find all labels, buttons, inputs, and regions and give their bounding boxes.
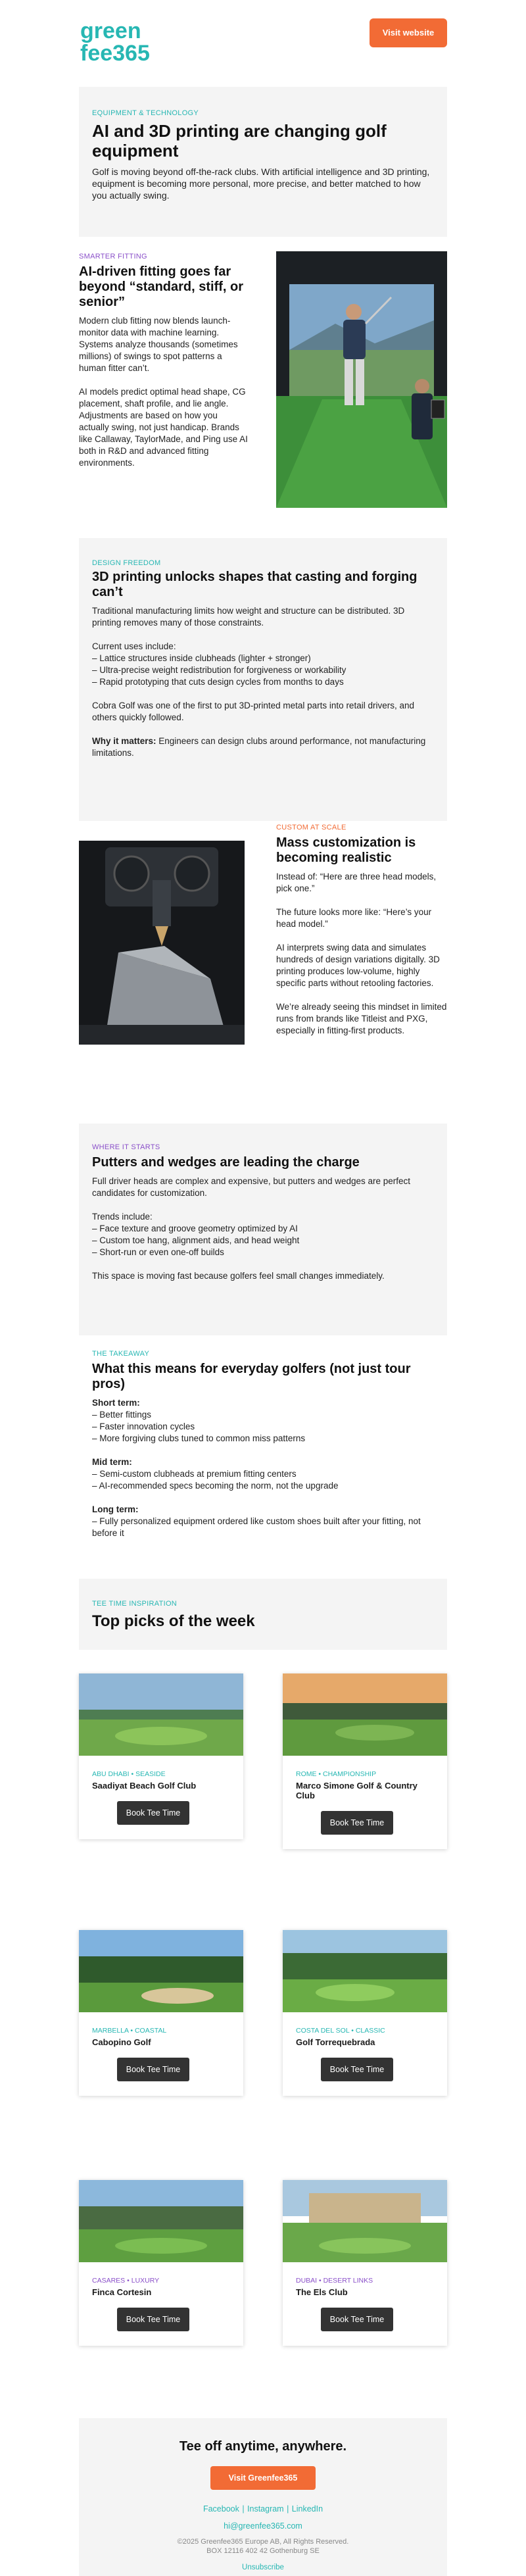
separator: |	[287, 2504, 289, 2514]
social-links	[79, 2503, 447, 2515]
picks-kicker: TEE TIME INSPIRATION	[92, 1600, 178, 1608]
book-tee-time-button[interactable]: Book Tee Time	[321, 2058, 393, 2081]
course-name: Cabopino Golf	[92, 2037, 151, 2047]
course-name: Golf Torrequebrada	[296, 2037, 375, 2047]
design-list-intro: Current uses include:	[92, 641, 176, 651]
course-name: Saadiyat Beach Golf Club	[92, 1781, 197, 1791]
3d-printer-photo	[79, 841, 245, 1045]
putters-section	[79, 1124, 447, 1335]
custom-paragraph-2: The future looks more like: “Here’s your head model.”	[276, 907, 432, 929]
design-paragraph-1: Traditional manufacturing limits how weight and structure can be distributed. 3D printing removes many of those constraints.	[92, 606, 405, 628]
custom-paragraph-4: We’re already seeing this mindset in limited runs from brands like Titleist and PXG, especially in fitting-first products.	[276, 1002, 447, 1035]
greenfee365-logo[interactable]	[79, 18, 191, 64]
separator: |	[242, 2504, 245, 2514]
putters-kicker: WHERE IT STARTS	[92, 1143, 160, 1151]
course-card	[283, 1930, 447, 2096]
custom-paragraph-3: AI interprets swing data and simulates hundreds of design variations digitally. 3D printing produces low-volume, highly specific parts without retooling factories.	[276, 943, 440, 988]
email-footer	[79, 2418, 447, 2576]
course-location: ROME • CHAMPIONSHIP	[296, 1770, 377, 1778]
course-card	[283, 2180, 447, 2346]
logo-text-fee: fee365	[80, 41, 150, 64]
smarter-paragraph-2: AI models predict optimal head shape, CG placement, shaft profile, and lie angle. Adjustments are based on how you actually swing, not just handicap. Brands like Callaway, TaylorMade, and Ping use AI both in R&D and advanced fitting environments.	[79, 387, 248, 468]
list-item: – Lattice structures inside clubheads (lighter + stronger)	[92, 653, 311, 663]
unsubscribe-link[interactable]: Unsubscribe	[242, 2564, 284, 2571]
book-tee-time-button[interactable]: Book Tee Time	[117, 2308, 189, 2331]
custom-scale-section	[79, 821, 447, 1101]
course-name: The Els Club	[296, 2287, 348, 2297]
design-paragraph-2: Cobra Golf was one of the first to put 3D-printed metal parts into retail drivers, and others quickly followed.	[92, 701, 414, 722]
course-card	[283, 1673, 447, 1849]
takeaway-list	[92, 1516, 434, 1539]
custom-kicker: CUSTOM AT SCALE	[276, 824, 347, 831]
course-photo	[79, 2180, 243, 2262]
course-cards	[79, 1650, 447, 2418]
course-photo	[283, 1673, 447, 1756]
takeaway-list	[92, 1409, 434, 1445]
footer-copyright: ©2025 Greenfee365 Europe AB, All Rights Reserved.	[177, 2538, 349, 2546]
smarter-kicker: SMARTER FITTING	[79, 253, 147, 260]
picks-title: Top picks of the week	[92, 1612, 255, 1630]
course-location: ABU DHABI • SEASIDE	[92, 1770, 166, 1778]
putters-list	[92, 1223, 434, 1258]
logo-text-green: green	[80, 18, 141, 43]
putters-title: Putters and wedges are leading the charge	[92, 1155, 360, 1170]
linkedin-link[interactable]: LinkedIn	[291, 2504, 323, 2514]
hero-title: AI and 3D printing are changing golf equipment	[92, 121, 387, 161]
book-tee-time-button[interactable]: Book Tee Time	[117, 1801, 189, 1825]
course-photo	[79, 1930, 243, 2012]
design-why	[92, 735, 434, 759]
design-freedom-section	[79, 538, 447, 821]
design-title: 3D printing unlocks shapes that casting and forging can’t	[92, 570, 418, 599]
list-item: – More forgiving clubs tuned to common miss patterns	[92, 1433, 306, 1443]
smarter-title: AI-driven fitting goes far beyond “standard, stiff, or senior”	[79, 264, 244, 309]
course-card	[79, 2180, 243, 2346]
course-card	[79, 1673, 243, 1839]
course-location: MARBELLA • COASTAL	[92, 2027, 167, 2035]
list-item: – Better fittings	[92, 1410, 152, 1420]
design-list	[92, 653, 434, 688]
course-location: COSTA DEL SOL • CLASSIC	[296, 2027, 385, 2035]
course-location: CASARES • LUXURY	[92, 2277, 160, 2285]
list-item: – Face texture and groove geometry optimized by AI	[92, 1224, 298, 1233]
list-item: – Custom toe hang, alignment aids, and head weight	[92, 1235, 300, 1245]
takeaway-list	[92, 1468, 434, 1492]
list-item: – Fully personalized equipment ordered like custom shoes built after your fitting, not before it	[92, 1516, 421, 1538]
course-name: Marco Simone Golf & Country Club	[296, 1781, 418, 1800]
list-item: – AI-recommended specs becoming the norm, not the upgrade	[92, 1481, 339, 1491]
list-item: – Semi-custom clubheads at premium fitting centers	[92, 1469, 297, 1479]
picks-header-section	[79, 1579, 447, 1650]
visit-greenfee365-button[interactable]: Visit Greenfee365	[210, 2466, 316, 2490]
instagram-link[interactable]: Instagram	[247, 2504, 284, 2514]
takeaway-section	[79, 1335, 447, 1579]
hero-section	[79, 87, 447, 237]
design-kicker: DESIGN FREEDOM	[92, 559, 161, 567]
putters-list-intro: Trends include:	[92, 1212, 153, 1222]
smarter-paragraph-1: Modern club fitting now blends launch-monitor data with machine learning. Systems analyze thousands (sometimes millions) of swings to spot patterns a human fitter can’t.	[79, 316, 238, 373]
course-location: DUBAI • DESERT LINKS	[296, 2277, 373, 2285]
hero-kicker: EQUIPMENT & TECHNOLOGY	[92, 109, 199, 117]
takeaway-group-label: Short term:	[92, 1398, 140, 1408]
takeaway-title: What this means for everyday golfers (not just tour pros)	[92, 1362, 411, 1391]
takeaway-group-label: Mid term:	[92, 1457, 132, 1467]
hero-body: Golf is moving beyond off-the-rack clubs. With artificial intelligence and 3D printing, equipment is becoming more personal, more precise, and better matched to how you actually swing.	[92, 166, 430, 201]
book-tee-time-button[interactable]: Book Tee Time	[321, 2308, 393, 2331]
course-photo	[79, 1673, 243, 1756]
footer-address: BOX 12116 402 42 Gothenburg SE	[206, 2547, 320, 2555]
list-item: – Rapid prototyping that cuts design cycles from months to days	[92, 677, 344, 687]
book-tee-time-button[interactable]: Book Tee Time	[117, 2058, 189, 2081]
email-header	[79, 0, 447, 80]
custom-paragraph-1: Instead of: “Here are three head models, pick one.”	[276, 872, 437, 893]
golf-simulator-photo	[276, 251, 447, 508]
book-tee-time-button[interactable]: Book Tee Time	[321, 1811, 393, 1835]
putters-paragraph-2: This space is moving fast because golfers feel small changes immediately.	[92, 1271, 385, 1281]
custom-title: Mass customization is becoming realistic	[276, 835, 416, 865]
logo-graphic	[79, 18, 191, 64]
visit-website-button[interactable]: Visit website	[370, 18, 447, 47]
course-card	[79, 1930, 243, 2096]
list-item: – Faster innovation cycles	[92, 1422, 195, 1431]
smarter-fitting-section	[79, 237, 447, 513]
footer-title: Tee off anytime, anywhere.	[179, 2439, 347, 2454]
facebook-link[interactable]: Facebook	[203, 2504, 239, 2514]
takeaway-kicker: THE TAKEAWAY	[92, 1350, 150, 1358]
course-photo	[283, 1930, 447, 2012]
list-item: – Short-run or even one-off builds	[92, 1247, 224, 1257]
list-item: – Ultra-precise weight redistribution for forgiveness or workability	[92, 665, 347, 675]
takeaway-group-label: Long term:	[92, 1504, 139, 1514]
design-why-label: Why it matters:	[92, 736, 156, 746]
footer-email-link[interactable]: hi@greenfee365.com	[224, 2521, 302, 2531]
course-name: Finca Cortesin	[92, 2287, 152, 2297]
course-photo	[283, 2180, 447, 2262]
putters-paragraph-1: Full driver heads are complex and expensive, but putters and wedges are perfect candidates for customization.	[92, 1176, 411, 1198]
design-why-text: Engineers can design clubs around performance, not manufacturing limitations.	[92, 736, 426, 758]
